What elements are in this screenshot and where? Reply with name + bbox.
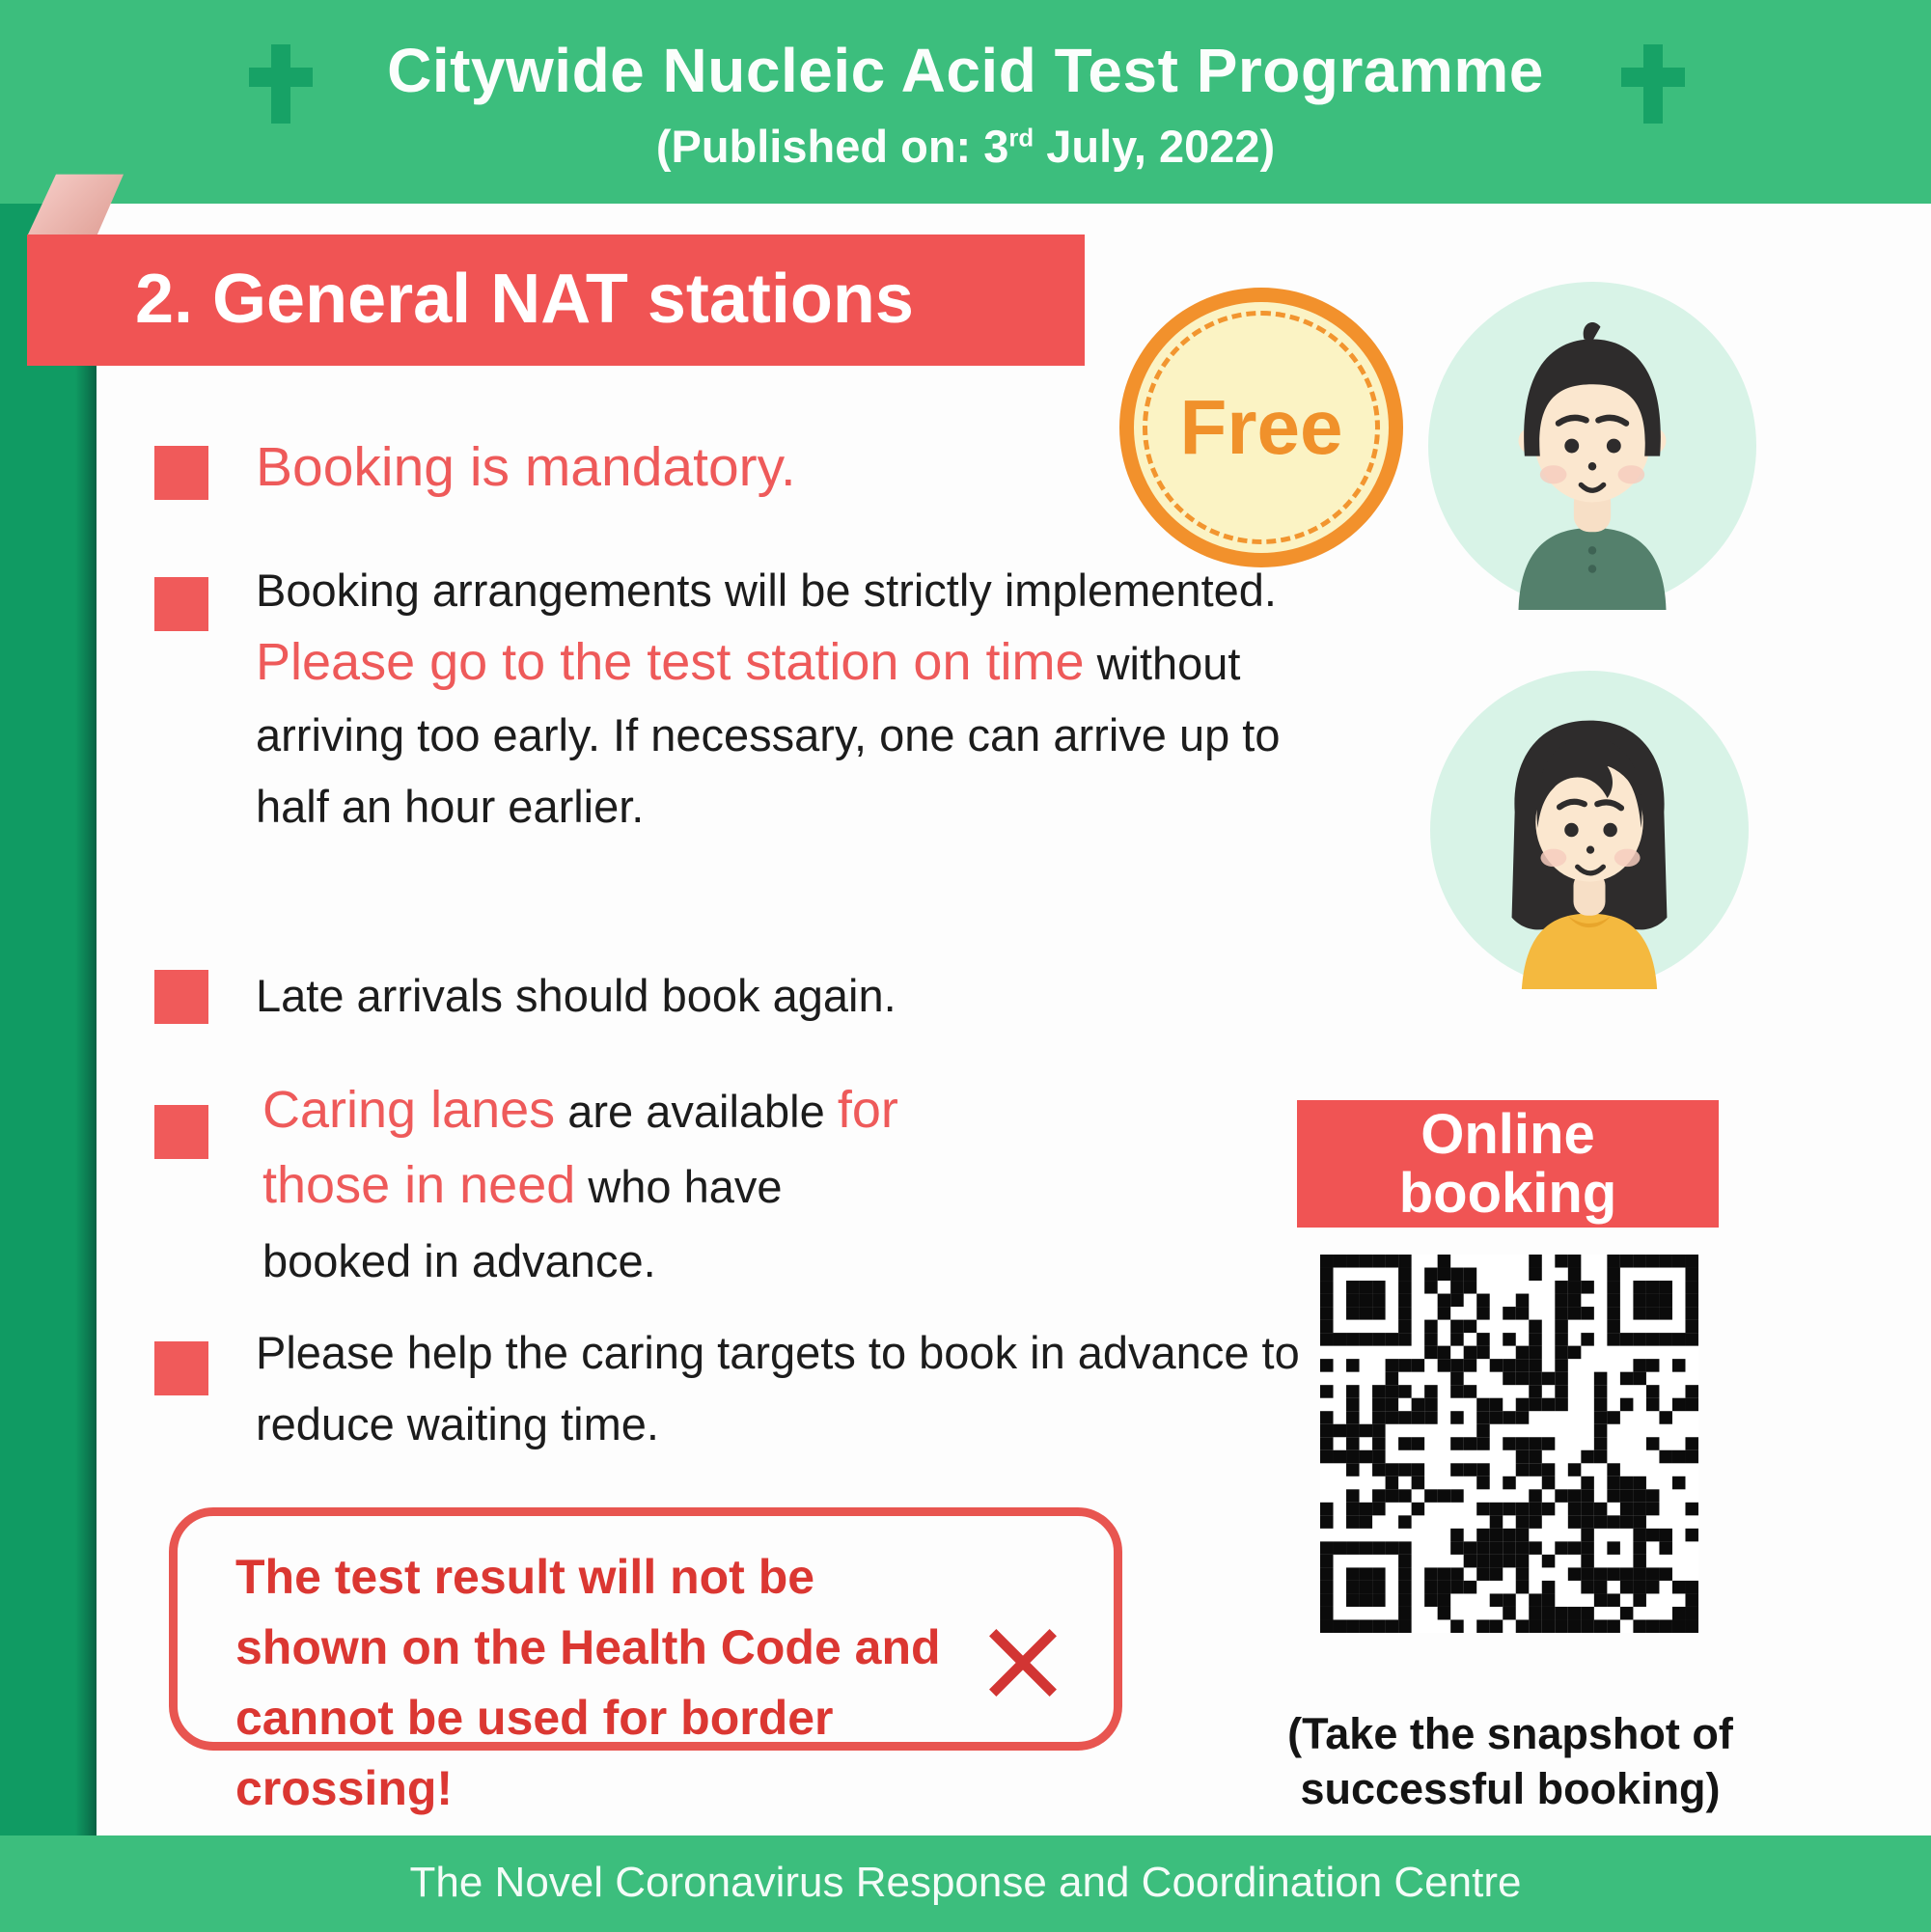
bullet-booking-mandatory: Booking is mandatory. — [256, 436, 796, 498]
qr-code — [1320, 1255, 1698, 1633]
right-border — [1831, 204, 1931, 1835]
page-title: Citywide Nucleic Acid Test Programme — [387, 36, 1544, 105]
section-title: 2. General NAT stations — [135, 261, 914, 338]
footer-text: The Novel Coronavirus Response and Coordination Centre — [409, 1859, 1522, 1906]
bullet-marker — [154, 970, 208, 1024]
bullet-marker — [154, 446, 208, 500]
bullet-marker — [154, 577, 208, 631]
free-badge — [1119, 288, 1403, 567]
boy-avatar — [1428, 282, 1756, 610]
left-border — [0, 204, 97, 1835]
bullet-marker — [154, 1341, 208, 1395]
warning-box — [169, 1507, 1122, 1815]
bullet-marker — [154, 1105, 208, 1159]
warning-text: The test result will not be shown on the Health Code and cannot be used for border crossing! — [235, 1550, 941, 1815]
bullet-late-arrivals: Late arrivals should book again. — [256, 970, 897, 1021]
section-banner — [27, 235, 1085, 366]
x-mark-icon — [979, 1618, 1067, 1707]
bullet-help-caring-targets: Please help the caring targets to book in advance to reduce waiting time. — [256, 1327, 1300, 1449]
free-badge-label: Free — [1179, 384, 1343, 470]
footer-band — [0, 1835, 1931, 1932]
page-subtitle: (Published on: 3rd July, 2022) — [655, 121, 1276, 172]
qr-caption: (Take the snapshot of successful booking) — [1287, 1709, 1733, 1813]
bullet-arrangements: Booking arrangements will be strictly implemented. Please go to the test station on time without arriving too early. If necessary, one can arrive up to half an hour earlier. — [256, 565, 1281, 832]
girl-avatar — [1430, 671, 1749, 989]
bullet-caring-lanes: Caring lanes are available for those in need who have booked in advance. — [262, 1081, 898, 1286]
online-booking-label: Online booking — [1297, 1100, 1719, 1228]
